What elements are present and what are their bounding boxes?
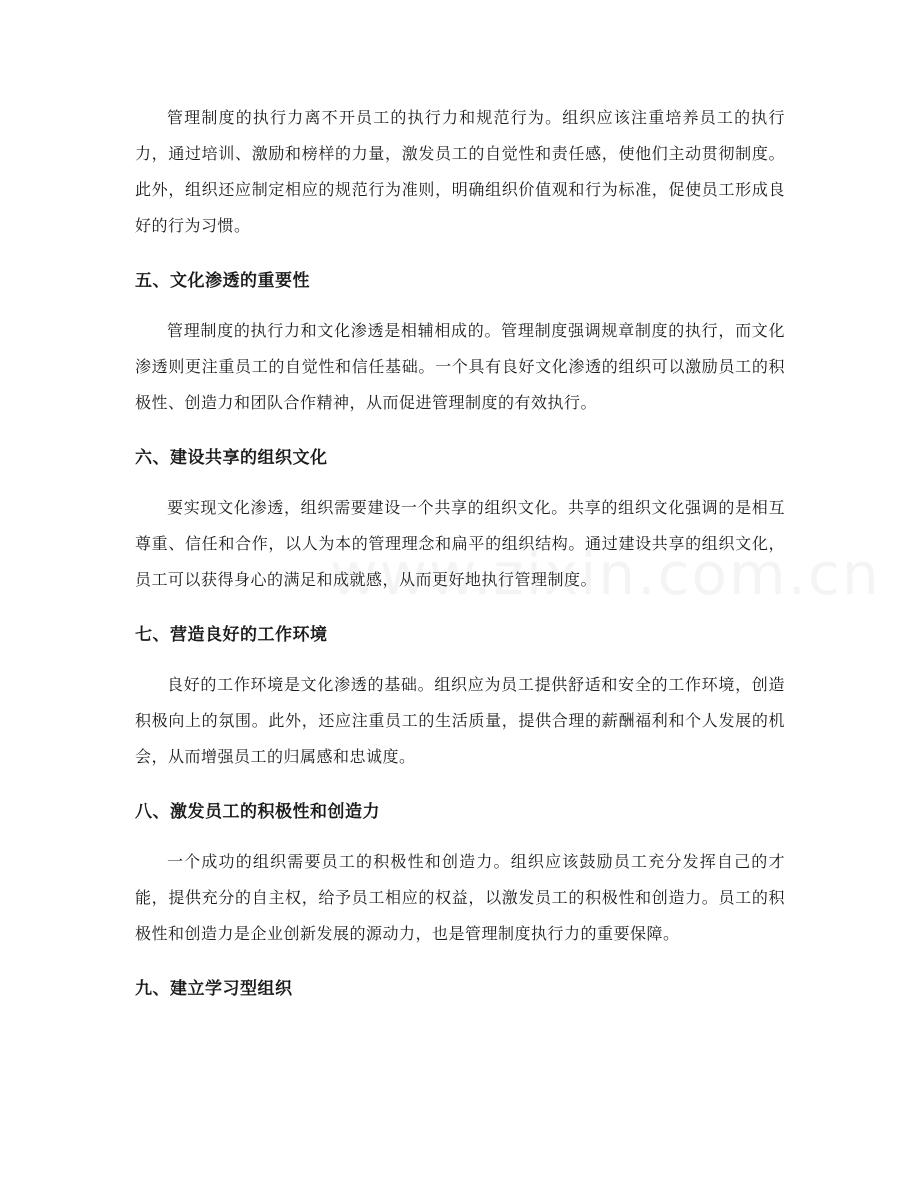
document-body: [135, 100, 785, 1004]
section-paragraph-8: 一个成功的组织需要员工的积极性和创造力。组织应该鼓励员工充分发挥自己的才能，提供充分的自主权，给予员工相应的权益，以激发员工的积极性和创造力。员工的积极性和创造力是企业创新发展的源动力，也是管理制度执行力的重要保障。: [135, 852, 785, 943]
section-heading-8: 八、激发员工的积极性和创造力: [135, 802, 380, 822]
section-heading-5: 五、文化渗透的重要性: [135, 271, 310, 291]
section-heading-7: 七、营造良好的工作环境: [135, 625, 328, 645]
section-paragraph-5: 管理制度的执行力和文化渗透是相辅相成的。管理制度强调规章制度的执行，而文化渗透则更注重员工的自觉性和信任基础。一个具有良好文化渗透的组织可以激励员工的积极性、创造力和团队合作精神，从而促进管理制度的有效执行。: [135, 321, 785, 412]
section-paragraph-7: 良好的工作环境是文化渗透的基础。组织应为员工提供舒适和安全的工作环境，创造积极向上的氛围。此外，还应注重员工的生活质量，提供合理的薪酬福利和个人发展的机会，从而增强员工的归属感和忠诚度。: [135, 675, 785, 766]
section-heading-6: 六、建设共享的组织文化: [135, 448, 328, 468]
section-heading-9: 九、建立学习型组织: [135, 979, 293, 999]
intro-paragraph: 管理制度的执行力离不开员工的执行力和规范行为。组织应该注重培养员工的执行力，通过培训、激励和榜样的力量，激发员工的自觉性和责任感，使他们主动贯彻制度。此外，组织还应制定相应的规范行为准则，明确组织价值观和行为标准，促使员工形成良好的行为习惯。: [135, 108, 785, 235]
section-paragraph-6: 要实现文化渗透，组织需要建设一个共享的组织文化。共享的组织文化强调的是相互尊重、信任和合作，以人为本的管理理念和扁平的组织结构。通过建设共享的组织文化，员工可以获得身心的满足和成就感，从而更好地执行管理制度。: [135, 498, 785, 589]
